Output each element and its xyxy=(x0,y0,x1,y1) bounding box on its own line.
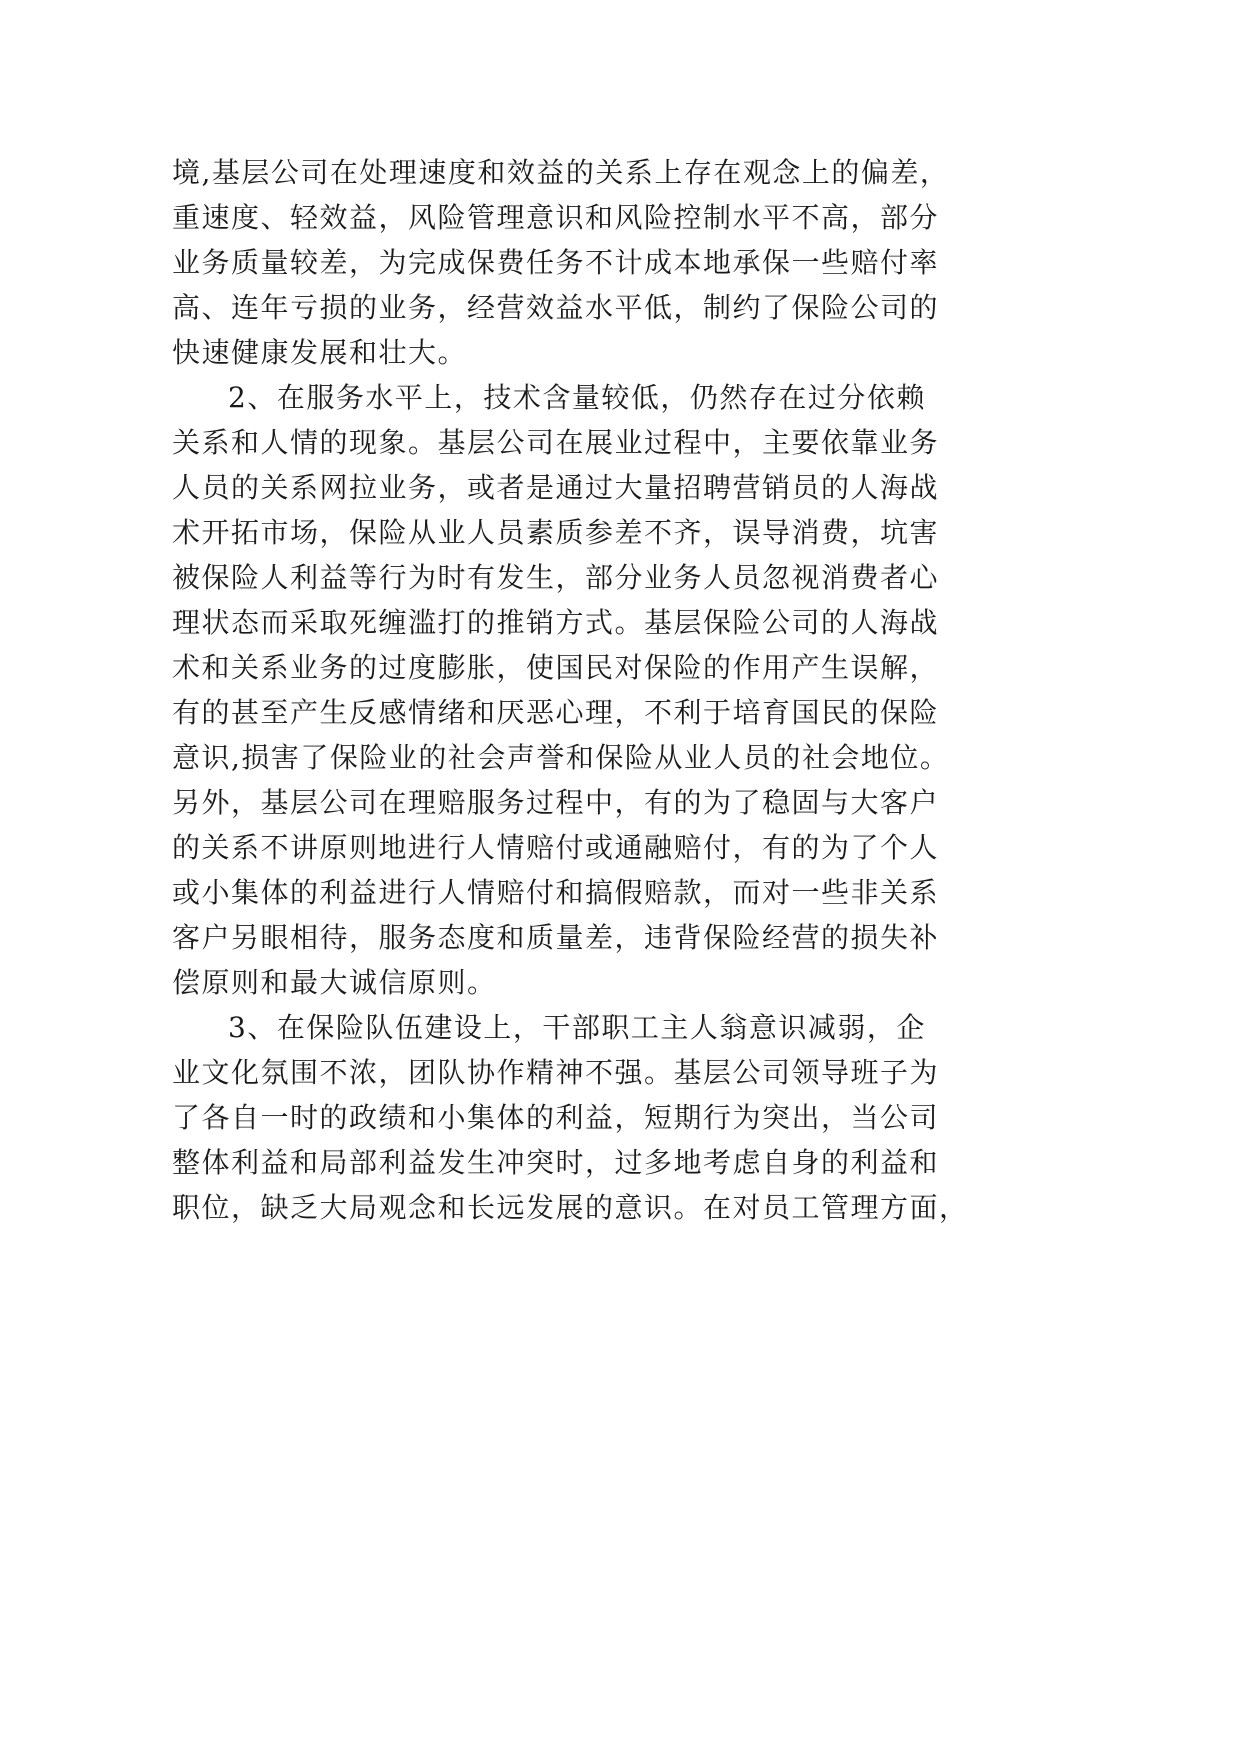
text-line: 术开拓市场，保险从业人员素质参差不齐，误导消费，坑害 xyxy=(172,516,940,549)
text-line: 或小集体的利益进行人情赔付和搞假赔款，而对一些非关系 xyxy=(172,876,940,909)
text-line: 被保险人利益等行为时有发生，部分业务人员忽视消费者心 xyxy=(172,561,940,594)
text-line: 关系和人情的现象。基层公司在展业过程中，主要依靠业务 xyxy=(172,426,940,459)
text-line: 快速健康发展和壮大。 xyxy=(172,336,468,369)
text-line: 了各自一时的政绩和小集体的利益，短期行为突出，当公司 xyxy=(172,1101,940,1134)
text-line: 境,基层公司在处理速度和效益的关系上存在观念上的偏差， xyxy=(172,156,950,189)
text-line: 重速度、轻效益，风险管理意识和风险控制水平不高，部分 xyxy=(172,201,940,234)
text-line: 业文化氛围不浓，团队协作精神不强。基层公司领导班子为 xyxy=(172,1056,940,1089)
text-line: 客户另眼相待，服务态度和质量差，违背保险经营的损失补 xyxy=(172,921,940,954)
text-line: 人员的关系网拉业务，或者是通过大量招聘营销员的人海战 xyxy=(172,471,940,504)
text-line: 职位，缺乏大局观念和长远发展的意识。在对员工管理方面， xyxy=(172,1191,969,1224)
document-body xyxy=(172,150,1072,1230)
text-line: 另外，基层公司在理赔服务过程中，有的为了稳固与大客户 xyxy=(172,786,940,819)
text-line: 偿原则和最大诚信原则。 xyxy=(172,966,497,999)
paragraph-first-line: 2、在服务水平上，技术含量较低，仍然存在过分依赖 xyxy=(228,381,926,414)
text-line: 术和关系业务的过度膨胀，使国民对保险的作用产生误解， xyxy=(172,651,940,684)
text-line: 整体利益和局部利益发生冲突时，过多地考虑自身的利益和 xyxy=(172,1146,940,1179)
text-line: 业务质量较差，为完成保费任务不计成本地承保一些赔付率 xyxy=(172,246,940,279)
paragraph-1 xyxy=(172,150,1072,375)
text-line: 意识,损害了保险业的社会声誉和保险从业人员的社会地位。 xyxy=(172,741,950,774)
paragraph-3 xyxy=(172,1005,1072,1230)
text-line: 理状态而采取死缠滥打的推销方式。基层保险公司的人海战 xyxy=(172,606,940,639)
text-line: 高、连年亏损的业务，经营效益水平低，制约了保险公司的 xyxy=(172,291,940,324)
text-line: 的关系不讲原则地进行人情赔付或通融赔付，有的为了个人 xyxy=(172,831,940,864)
text-line: 有的甚至产生反感情绪和厌恶心理，不利于培育国民的保险 xyxy=(172,696,940,729)
paragraph-2 xyxy=(172,375,1072,1005)
paragraph-first-line: 3、在保险队伍建设上，干部职工主人翁意识减弱，企 xyxy=(228,1011,926,1044)
